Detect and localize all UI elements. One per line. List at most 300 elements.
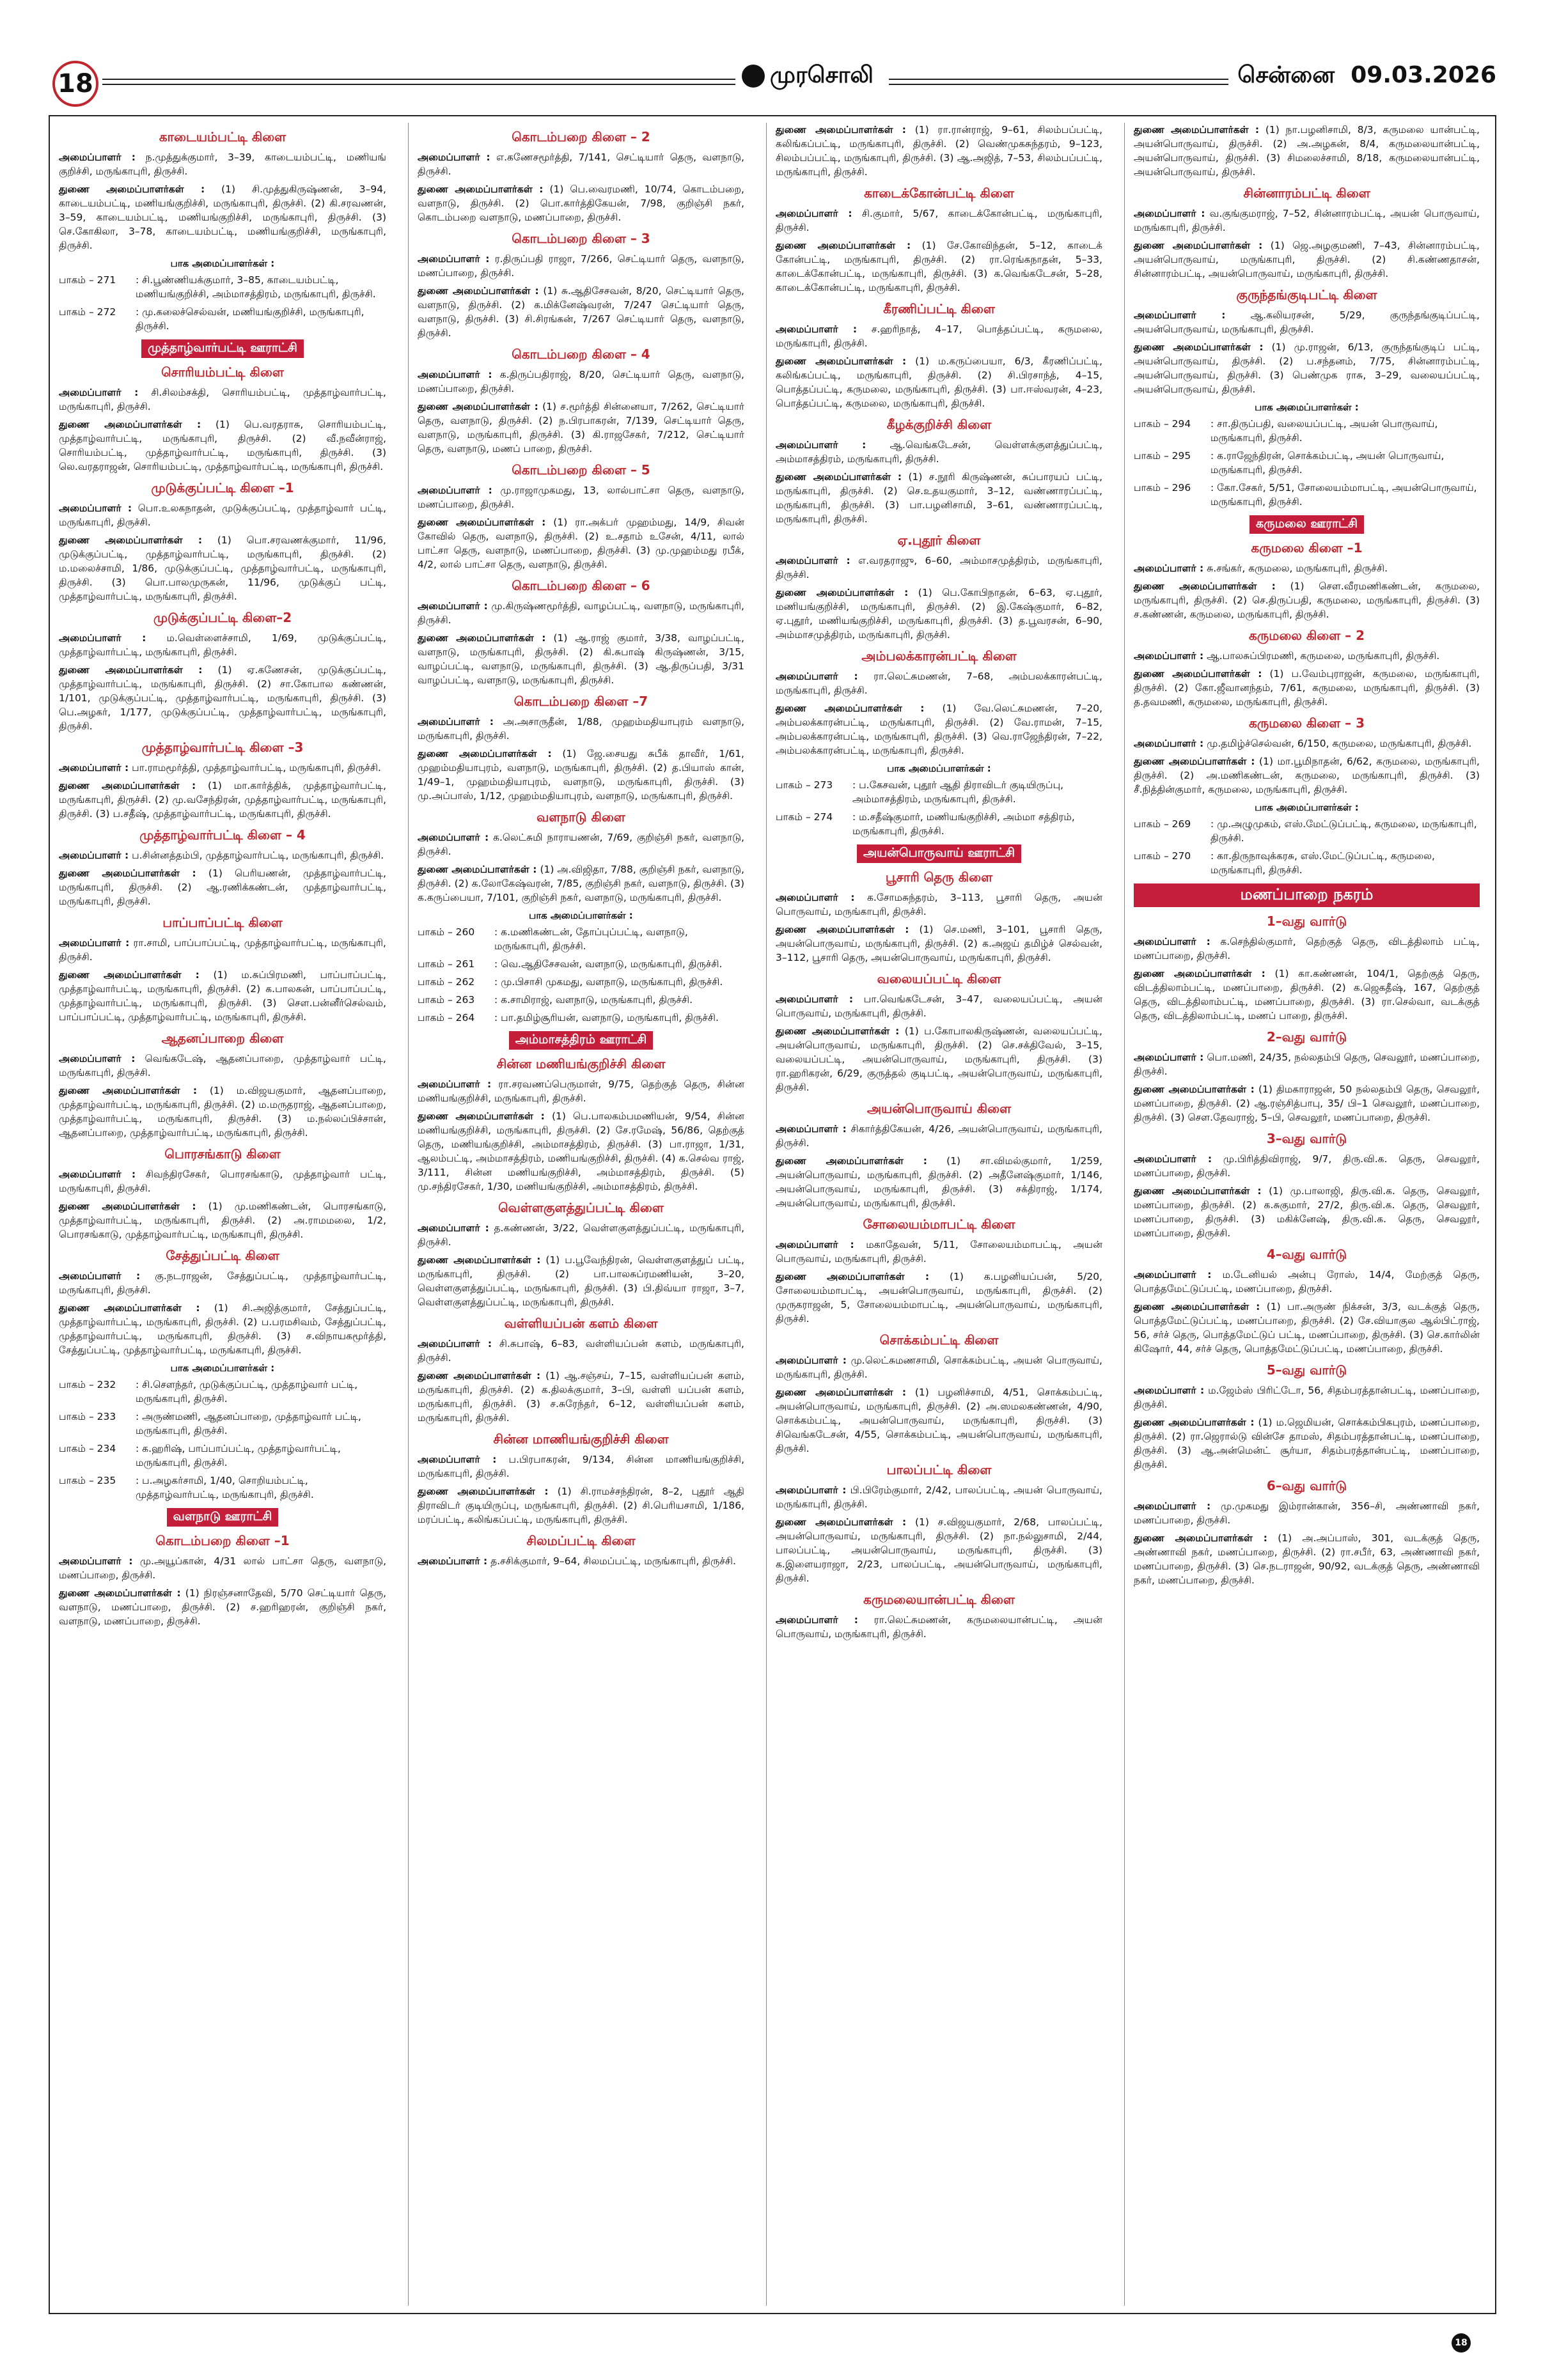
header-rule-left: [102, 79, 735, 85]
section-heading: வள்ளியப்பன் களம் கிளை: [504, 1316, 658, 1331]
booth-text: : அருண்மணி, ஆதனப்பாறை, முத்தாழ்வார் பட்டி, மருங்காபுரி, திருச்சி.: [136, 1411, 361, 1436]
entry-role-label: துணை அமைப்பாளர்கள் :: [776, 1025, 900, 1037]
section-heading: சின்ன மாணியங்குறிச்சி கிளை: [493, 1431, 669, 1447]
entry-paragraph: [1134, 1082, 1480, 1124]
entry-text: (1) சு.ஆதிசேசவன், 8/20, செட்டியார் தெரு, வளநாடு, திருச்சி. (2) க.மிக்னேஷ்வரன், 7/247 செட்டியார் தெரு, வளநாடு, திருச்சி. (3) சி.சிரங்கன், 7/267 செட்டியார் தெரு, வளநாடு, திருச்சி.: [418, 285, 744, 339]
entry-paragraph: [59, 150, 386, 178]
entry-role-label: அமைப்பாளர் :: [418, 253, 490, 265]
entry-text: ப.சின்னத்தம்பி, முத்தாழ்வார்பட்டி, மருங்காபுரி, திருச்சி.: [132, 850, 384, 861]
entry-paragraph: [418, 150, 744, 178]
section-heading: முத்தாழ்வார்பட்டி கிளை – 4: [139, 827, 306, 843]
entry-text: ச.ஹரிநாத், 4–17, பொத்தப்பட்டி, கருமலை, மருங்காபுரி, திருச்சி.: [776, 323, 1102, 349]
entry-text: (1) சி.முத்துகிருஷ்ணன், 3–94, காடையம்பட்டி, மணியங்குறிச்சி, மருங்காபுரி, திருச்சி. (2) கி.சரவணன், 3–59, காடையம்பட்டி, மணியங்குறிச்சி, மருங்காபுரி, திருச்சி. (3) செ.கோகிலா, 3–78, காடையம்பட்டி, மணியங்குறிச்சி, மருங்காபுரி, திருச்சி.: [59, 183, 386, 251]
entry-paragraph: [418, 631, 744, 687]
entry-role-label: துணை அமைப்பாளர்கள் :: [776, 1387, 907, 1398]
entry-text: த.சசிக்குமார், 9–64, சிலமப்பட்டி, மருங்காபுரி, திருச்சி.: [490, 1555, 736, 1567]
entry-role-label: அமைப்பாளர் :: [1134, 936, 1210, 947]
entry-text: எ.வரதராஜு, 6–60, அம்மாசமுத்திரம், மருங்காபுரி, திருச்சி.: [776, 555, 1102, 580]
booth-text: : சா.திருப்பதி, வலையப்பட்டி, அயன் பொருவாய், மருங்காபுரி, திருச்சி.: [1210, 418, 1438, 444]
entry-text: க.சோமசுந்தரம், 3–113, பூசாரி தெரு, அயன் பொருவாய், மருங்காபுரி, திருச்சி.: [776, 892, 1102, 917]
entry-role-label: அமைப்பாளர் :: [1134, 738, 1204, 749]
entry-paragraph: [776, 1122, 1102, 1150]
section-heading: சொரியம்பட்டி கிளை: [161, 364, 284, 380]
section-heading: வளநாடு கிளை: [537, 809, 625, 825]
footer-page: 18: [1455, 2338, 1468, 2348]
section-heading: கருமலை கிளை – 3: [1248, 715, 1365, 731]
entry-text: (1) அ.அப்பாஸ், 301, வடக்குத் தெரு, அண்ணாவி நகர், மணப்பாறை, திருச்சி. (2) ரா.சபீர், 63, அண்ணாவி நகர், மணப்பாறை, திருச்சி. (3) செ.நடராஜன், 90/92, வடக்குத் தெரு, அண்ணாவி நகர், மணப்பாறை, திருச்சி.: [1134, 1532, 1480, 1586]
entry-text: த.கண்ணன், 3/22, வெள்ளகுளத்துப்பட்டி, மருங்காபுரி, திருச்சி.: [418, 1222, 744, 1248]
entry-text: (1) பெ.பாலகம்பமணியன், 9/54, சின்ன மணியங்குறிச்சி, மருங்காபுரி, திருச்சி. (2) சே.ரமேஷ், 56/86, தெற்குத் தெரு, மணியங்குறிச்சி, அம்மாசத்திரம், திருச்சி. (3) பா.ராஜா, 1/31, ஆலம்பட்டி, அம்மாசத்திரம், மணியங்குறிச்சி, திருச்சி. (4) க.செல்வ ராஜ், 3/111, சின்ன மணியங்குறிச்சி, அம்மாசத்திரம், திருச்சி. (5) மு.சந்திரசேகர், 1/30, மணியங்குறிச்சி, அம்மாசத்திரம், திருச்சி.: [418, 1110, 745, 1192]
entry-role-label: துணை அமைப்பாளர்கள் :: [418, 285, 539, 297]
booth-entry: [776, 810, 1102, 838]
entry-text: (1) மு.ராஜன், 6/13, குருந்தங்குடிப் பட்டி, அயன்பொருவாய், திருச்சி. (2) ப.சந்தனம், 7/75, சின்னாரம்பட்டி, அயன்பொருவாய், திருச்சி. (3) பெண்முக ராசு, 3–29, வலையப்பட்டி, அயன்பொருவாய், திருச்சி.: [1134, 341, 1480, 395]
entry-paragraph: [418, 1337, 744, 1365]
section-heading: 4–வது வார்டு: [1266, 1247, 1347, 1262]
entry-paragraph: [418, 182, 744, 224]
entry-role-label: அமைப்பாளர் :: [776, 671, 858, 682]
entry-role-label: துணை அமைப்பாளர்கள் :: [418, 1110, 545, 1122]
booth-entry: [418, 1011, 744, 1025]
entry-paragraph: [418, 1221, 744, 1249]
entry-role-label: துணை அமைப்பாளர்கள் :: [418, 401, 538, 412]
entry-paragraph: [776, 1613, 1102, 1641]
entry-paragraph: [776, 1353, 1102, 1381]
entry-role-label: அமைப்பாளர் :: [776, 555, 850, 566]
entry-text: சிவந்திரசேகர், பொரசங்காடு, முத்தாழ்வார் பட்டி, மருங்காபுரி, திருச்சி.: [59, 1169, 386, 1194]
booth-text: : க.மணிகண்டன், தோப்புப்பட்டி, வளநாடு, மருங்காபுரி, திருச்சி.: [494, 926, 688, 952]
panchayat-banner: [1134, 515, 1480, 534]
entry-text: ம.டேனியல் அன்பு ரோஸ், 14/4, மேற்குத் தெரு, பொத்தமேட்டுப்பட்டி, மணப்பாறை, திருச்சி.: [1134, 1269, 1480, 1295]
entry-role-label: துணை அமைப்பாளர்கள் :: [418, 517, 546, 528]
entry-paragraph: [1134, 967, 1480, 1023]
entry-text: (1) பெ.வைரமணி, 10/74, கொடம்பறை, வளநாடு, திருச்சி. (2) பொ.கார்த்திகேயன், 7/98, குறிஞ்சி நகர், கொடம்பறை வளநாடு, மணப்பாறை, திருச்சி.: [418, 183, 744, 223]
entry-paragraph: [1134, 1050, 1480, 1078]
entry-text: பொ.உலகநாதன், முடுக்குப்பட்டி, முத்தாழ்வார் பட்டி, மருங்காபுரி, திருச்சி.: [59, 502, 387, 528]
entry-text: பா.ராமமூர்த்தி, முத்தாழ்வார்பட்டி, மருங்காபுரி, திருச்சி.: [132, 762, 381, 774]
sun-logo-icon: [742, 65, 765, 88]
entry-role-label: அமைப்பாளர் :: [1134, 563, 1204, 574]
booth-entry: [1134, 817, 1480, 845]
entry-text: (1) பெ.வரதராசு, சொரியம்பட்டி, முத்தாழ்வார்பட்டி, மருங்காபுரி, திருச்சி. (2) வீ.நவீன்ராஜ், சொரியம்பட்டி, முத்தாழ்வார்பட்டி, மருங்காபுரி, திருச்சி. (3) லெ.வரதராஜன், சொரியம்பட்டி, முத்தாழ்வார்பட்டி, மருங்காபுரி, திருச்சி.: [59, 419, 386, 472]
booth-number: பாகம் – 272: [59, 306, 116, 318]
panchayat-banner: [59, 339, 386, 358]
entry-text: (1) ஏ.கணேசன், முடுக்குப்பட்டி, முத்தாழ்வார்பட்டி, மருங்காபுரி, திருச்சி. (2) சா.கோபால கண்ணன், 1/101, முடுக்குப்பட்டி, முத்தாழ்வார்பட்டி, மருங்காபுரி, திருச்சி. (3) பெ.அழகர், 1/177, முடுக்குப்பட்டி, முத்தாழ்வார்பட்டி, மருங்காபுரி, திருச்சி.: [59, 664, 386, 732]
entry-role-label: துணை அமைப்பாளர்கள் :: [1134, 580, 1276, 592]
booth-number: பாகம் – 232: [59, 1379, 116, 1390]
page-number-badge: [52, 61, 98, 107]
column-3: [766, 123, 1111, 2306]
entry-role-label: துணை அமைப்பாளர்கள் :: [776, 703, 925, 714]
section-heading: கொடம்பறை கிளை – 6: [512, 578, 650, 593]
section-heading: சிலமப்பட்டி கிளை: [526, 1533, 636, 1548]
entry-text: (1) பா.அருண் நிக்சன், 3/3, வடக்குத் தெரு, பொத்தமேட்டுப்பட்டி, மணப்பாறை, திருச்சி. (2) சே.வியாகுல ஆல்பிட்ராஜ், 56, சர்ச் தெரு, பொத்தமேட்டுப் பட்டி, மணப்பாறை, திருச்சி. (3) செ.கார்லின் கிஷோர், 44, சர்ச் தெரு, பொத்தமேட்டுப்பட்டி, மணப்பாறை, திருச்சி.: [1134, 1301, 1480, 1355]
booth-text: : பா.தமிழ்சூரியன், வளநாடு, மருங்காபுரி, திருச்சி.: [494, 1012, 719, 1023]
booth-entry: [1134, 417, 1480, 445]
entry-text: ம.வெள்ளைச்சாமி, 1/69, முடுக்குப்பட்டி, முத்தாழ்வார்பட்டி, மருங்காபுரி, திருச்சி.: [59, 632, 386, 658]
entry-paragraph: [1134, 1383, 1480, 1412]
page-body: [49, 115, 1496, 2314]
entry-role-label: துணை அமைப்பாளர்கள் :: [1134, 756, 1255, 767]
entry-paragraph: [418, 400, 744, 456]
entry-text: மு.தமிழ்ச்செல்வன், 6/150, கருமலை, மருங்காபுரி, திருச்சி.: [1207, 738, 1472, 749]
section-heading: கருமலை கிளை –1: [1251, 540, 1363, 556]
entry-role-label: துணை அமைப்பாளர்கள் :: [59, 780, 196, 791]
entry-text: (1) வே.லெட்சுமணன், 7–20, அம்பலக்காரன்பட்டி, மருங்காபுரி, திருச்சி. (2) வே.ராமன், 7–15, அம்பலக்காரன்பட்டி, மருங்காபுரி, திருச்சி. (3) வெ.ராஜேந்திரன், 7–22, அம்பலக்காரன்பட்டி, மருங்காபுரி, திருச்சி.: [776, 703, 1102, 756]
panchayat-banner: [418, 1031, 744, 1050]
entry-text: (1) மா.பூமிநாதன், 6/62, கருமலை, மருங்காபுரி, திருச்சி. (2) அ.மணிகண்டன், கருமலை, மருங்காபுரி, திருச்சி. (3) சீ.நித்தின்குமார், கருமலை, மருங்காபுரி, திருச்சி.: [1134, 756, 1480, 795]
entry-role-label: அமைப்பாளர் :: [418, 485, 492, 496]
panchayat-banner-label: அம்மாசத்திரம் ஊராட்சி: [509, 1031, 653, 1050]
entry-text: மு.முகமது இம்ரான்கான், 356–சி, அண்ணாவி நகர், மணப்பாறை, திருச்சி.: [1134, 1500, 1480, 1526]
entry-text: (1) சே.கோவிந்தன், 5–12, காடைக் கோன்பட்டி, மருங்காபுரி, திருச்சி. (2) ரா.ரெங்கநாதன், 5–33, காடைக்கோன்பட்டி, மருங்காபுரி, திருச்சி. (3) க.வெங்கடேசன், 5–28, காடைக்கோன்பட்டி, மருங்காபுரி, திருச்சி.: [776, 240, 1102, 293]
section-heading: 1–வது வார்டு: [1266, 914, 1347, 929]
booth-entry: [59, 1378, 386, 1406]
paper-name: முரசொலி: [770, 62, 873, 88]
entry-role-label: அமைப்பாளர் :: [418, 1338, 492, 1349]
booth-text: : மு.அழுமுகம், எஸ்.மேட்டுப்பட்டி, கருமலை, மருங்காபுரி, திருச்சி.: [1210, 818, 1477, 844]
booth-entry: [1134, 849, 1480, 877]
entry-text: (1) நா.பழனிசாமி, 8/3, கருமலை யான்பட்டி, அயன்பொருவாய், திருச்சி. (2) அ.அழகன், 8/4, கருமலையான்பட்டி, அயன்பொருவாய், திருச்சி. (3) சிமலைச்சாமி, 8/18, கருமலையான்பட்டி, அயன்பொருவாய், திருச்சி.: [1134, 124, 1480, 178]
booth-entry: [418, 925, 744, 953]
section-heading: பொரசங்காடு கிளை: [164, 1146, 281, 1162]
entry-role-label: அமைப்பாளர் :: [1134, 650, 1204, 662]
entry-role-label: துணை அமைப்பாளர்கள் :: [418, 748, 552, 759]
entry-role-label: அமைப்பாளர் :: [1134, 1269, 1212, 1280]
booth-entry: [59, 273, 386, 301]
entry-paragraph: [1134, 649, 1480, 663]
entry-paragraph: [776, 206, 1102, 235]
booth-text: : ப.கேசவன், புதூர் ஆதி திராவிடர் குடியிருப்பு, அம்மாசத்திரம், மருங்காபுரி, திருச்சி.: [852, 779, 1064, 805]
entry-role-label: துணை அமைப்பாளர்கள் :: [776, 1271, 930, 1282]
entry-paragraph: [418, 599, 744, 627]
entry-text: (1) அ.விஜிதா, 7/88, குறிஞ்சி நகர், வளநாடு, திருச்சி. (2) க.லோகேஷ்வரன், 7/85, குறிஞ்சி நகர், வளநாடு, திருச்சி. (3) க.கருப்பையா, 7/101, குறிஞ்சி நகர், வளநாடு, மருங்காபுரி, திருச்சி.: [418, 864, 745, 903]
entry-paragraph: [776, 1270, 1102, 1326]
entry-role-label: அமைப்பாளர் :: [418, 1454, 497, 1465]
section-heading: கொடம்பறை கிளை – 4: [512, 346, 650, 362]
entry-text: (1) ப.வேம்புராஜன், கருமலை, மருங்காபுரி, திருச்சி. (2) கோ.ஜீவானந்தம், 7/61, கருமலை, மருங்காபுரி, திருச்சி. (3) த.தவமணி, கருமலை, மருங்காபுரி, திருச்சி.: [1134, 668, 1480, 708]
entry-role-label: அமைப்பாளர் :: [418, 152, 490, 163]
entry-paragraph: [776, 554, 1102, 582]
booth-number: பாகம் – 261: [418, 958, 475, 970]
booth-text: : க.ராஜேந்திரன், சொக்கம்பட்டி, அயன் பொருவாய், மருங்காபுரி, திருச்சி.: [1210, 450, 1445, 476]
entry-text: மு.லெட்சுமணசாமி, சொக்கம்பட்டி, அயன் பொருவாய், மருங்காபுரி, திருச்சி.: [776, 1355, 1102, 1380]
entry-role-label: துணை அமைப்பாளர்கள் :: [1134, 668, 1262, 680]
entry-paragraph: [776, 669, 1102, 697]
section-heading: பூசாரி தெரு கிளை: [885, 869, 993, 885]
entry-text: (1) பழனிச்சாமி, 4/51, சொக்கம்பட்டி, அயன்பொருவாய், மருங்காபுரி, திருச்சி. (2) அ.ஸமலகண்ணன், 4/90, சொக்கம்பட்டி, அயன்பொருவாய், மருங்காபுரி, திருச்சி. (3) சிவெங்கடேசன், 4/55, சொக்கம்பட்டி, அயன்பொருவாய், மருங்காபுரி, திருச்சி.: [776, 1387, 1102, 1454]
entry-text: (1) நிரஞ்சனாதேவி, 5/70 செட்டியார் தெரு, வளநாடு, மணப்பாறை, திருச்சி. (2) ச.ஹரிஹரன், குறிஞ்சி நகர், வளநாடு, மணப்பாறை, திருச்சி.: [59, 1587, 386, 1627]
page-number: 18: [58, 69, 93, 98]
entry-text: பி.பிரேம்குமார், 2/42, பாலப்பட்டி, அயன் பொருவாய், மருங்காபுரி, திருச்சி.: [776, 1484, 1102, 1510]
entry-paragraph: [59, 631, 386, 659]
entry-paragraph: [776, 1515, 1102, 1585]
entry-role-label: அமைப்பாளர் :: [776, 1239, 854, 1250]
entry-role-label: அமைப்பாளர் :: [418, 600, 488, 612]
subheading: பாக அமைப்பாளர்கள் :: [170, 1362, 275, 1374]
entry-text: (1) திமகாராஜன், 50 நல்லதம்பி தெரு, செவலூர், மணப்பாறை, திருச்சி. (2) ஆ.ரஞ்சித்பாபு, 35/ பி–1 செவலூர், மணப்பாறை, திருச்சி. (3) சௌ.தேவராஜ், 5–பி, செவலூர், மணப்பாறை, திருச்சி.: [1134, 1084, 1480, 1123]
entry-role-label: அமைப்பாளர் :: [776, 1123, 847, 1135]
subheading: பாக அமைப்பாளர்கள் :: [1255, 401, 1359, 413]
entry-paragraph: [776, 1024, 1102, 1094]
entry-role-label: அமைப்பாளர் :: [776, 1484, 847, 1496]
booth-number: பாகம் – 233: [59, 1411, 116, 1422]
entry-text: மு.அயூப்கான், 4/31 லால் பாட்சா தெரு, வளநாடு, மணப்பாறை, திருச்சி.: [59, 1555, 387, 1581]
entry-paragraph: [59, 417, 386, 474]
entry-text: (1) சி.ராமச்சந்திரன், 8–2, புதூர் ஆதி திராவிடர் குடியிருப்பு, மருங்காபுரி, திருச்சி. (2) சி.பெரியசாமி, 1/186, மரப்பட்டி, கலிங்கப்பட்டி, மருங்காபுரி, திருச்சி.: [418, 1486, 745, 1525]
section-heading: அயன்பொருவாய் கிளை: [866, 1101, 1012, 1116]
booth-entry: [776, 778, 1102, 806]
entry-text: ஆ.கலியரசன், 5/29, குருந்தங்குடிப்பட்டி, அயன்பொருவாய், மருங்காபுரி, திருச்சி.: [1134, 309, 1480, 335]
entry-paragraph: [776, 701, 1102, 758]
masthead: [735, 62, 880, 91]
issue-date: 09.03.2026: [1351, 62, 1496, 88]
entry-text: ரா.லெட்சுமணன், கருமலையான்பட்டி, அயன் பொருவாய், மருங்காபுரி, திருச்சி.: [776, 1614, 1102, 1640]
entry-text: ர.திருப்பதி ராஜா, 7/266, செட்டியார் தெரு, வளநாடு, மணப்பாறை, திருச்சி.: [418, 253, 744, 279]
entry-paragraph: [418, 747, 744, 803]
booth-text: : மு.பிசாசி முகமது, வளநாடு, மருங்காபுரி, திருச்சி.: [494, 976, 723, 988]
entry-role-label: துணை அமைப்பாளர்கள் :: [776, 1155, 927, 1167]
entry-text: ரா.லெட்சுமணன், 7–68, அம்பலக்காரன்பட்டி, மருங்காபுரி, திருச்சி.: [776, 671, 1102, 696]
entry-paragraph: [1134, 206, 1480, 235]
entry-text: (1) சௌ.வீரமணிகண்டன், கருமலை, மருங்காபுரி, திருச்சி. (2) செ.திருப்பதி, கருமலை, மருங்காபுரி, திருச்சி. (3) ச.கண்ணன், கருமலை, மருங்காபுரி, திருச்சி.: [1134, 580, 1480, 620]
entry-paragraph: [59, 1269, 386, 1297]
subheading: பாக அமைப்பாளர்கள் :: [887, 763, 991, 774]
booth-text: : கா.திருநாவுக்கரசு, எஸ்.மேட்டுப்பட்டி, கருமலை, மருங்காபுரி, திருச்சி.: [1210, 850, 1435, 876]
section-heading: 5–வது வார்டு: [1266, 1362, 1347, 1378]
entry-role-label: துணை அமைப்பாளர்கள் :: [59, 1085, 198, 1096]
entry-text: மகாதேவன், 5/11, சோலையம்மாபட்டி, அயன் பொருவாய், மருங்காபுரி, திருச்சி.: [776, 1239, 1102, 1264]
booth-entry: [1134, 449, 1480, 477]
booth-text: : ப.அழகர்சாமி, 1/40, சொறியம்பட்டி, முத்தாழ்வார்பட்டி, மருங்காபுரி, திருச்சி.: [136, 1475, 314, 1500]
entry-role-label: துணை அமைப்பாளர்கள் :: [418, 183, 544, 195]
entry-role-label: அமைப்பாளர் :: [418, 716, 494, 727]
section-heading: கீழக்குறிச்சி கிளை: [886, 417, 992, 432]
entry-paragraph: [59, 968, 386, 1024]
section-heading: கருமலை கிளை – 2: [1248, 628, 1365, 643]
booth-number: பாகம் – 234: [59, 1443, 116, 1454]
entry-role-label: அமைப்பாளர் :: [1134, 1385, 1205, 1396]
entry-text: ரா.சாமி, பாப்பாப்பட்டி, முத்தாழ்வார்பட்டி, மருங்காபுரி, திருச்சி.: [59, 937, 386, 963]
booth-entry: [59, 305, 386, 333]
entry-text: ஆ.வெங்கடேசன், வெள்ளக்குளத்துப்பட்டி, அம்மாசத்திரம், மருங்காபுரி, திருச்சி.: [776, 439, 1102, 465]
entry-role-label: துணை அமைப்பாளர்கள் :: [59, 419, 201, 430]
entry-role-label: துணை அமைப்பாளர்கள் :: [59, 1587, 181, 1599]
entry-role-label: அமைப்பாளர் :: [418, 1222, 489, 1234]
section-heading: கொடம்பறை கிளை – 5: [512, 462, 650, 478]
entry-text: கு.நடராஜன், சேத்துப்பட்டி, முத்தாழ்வார்பட்டி, மருங்காபுரி, திருச்சி.: [59, 1270, 387, 1296]
entry-text: (1) சா.விமல்குமார், 1/259, அயன்பொருவாய், மருங்காபுரி, திருச்சி. (2) அதீனேஷ்குமார், 1/146, அயன்பொருவாய், மருங்காபுரி, திருச்சி. (3) சக்திராஜ், 1/174, அயன்பொருவாய், மருங்காபுரி, திருச்சி.: [776, 1155, 1102, 1209]
booth-number: பாகம் – 269: [1134, 818, 1191, 830]
entry-paragraph: [1134, 308, 1480, 336]
entry-role-label: அமைப்பாளர் :: [418, 1555, 488, 1567]
booth-text: : மு.கலைச்செல்வன், மணியங்குறிச்சி, மருங்காபுரி, திருச்சி.: [136, 306, 364, 332]
entry-role-label: அமைப்பாளர் :: [59, 850, 129, 861]
subheading: பாக அமைப்பாளர்கள் :: [529, 910, 633, 921]
entry-text: சி.சிலம்சக்தி, சொரியம்பட்டி, முத்தாழ்வார்பட்டி, மருங்காபுரி, திருச்சி.: [59, 387, 386, 412]
entry-role-label: துணை அமைப்பாளர்கள் :: [418, 1254, 541, 1266]
entry-role-label: துணை அமைப்பாளர்கள் :: [776, 924, 909, 935]
entry-paragraph: [59, 385, 386, 414]
panchayat-banner-label: அயன்பொருவாய் ஊராட்சி: [857, 844, 1021, 863]
section-heading: ஆதனப்பாறை கிளை: [161, 1031, 284, 1046]
footer-page-number: [1452, 2333, 1471, 2353]
entry-text: க.திருப்பதிராஜ், 8/20, செட்டியார் தெரு, வளநாடு, மணப்பாறை, திருச்சி.: [418, 369, 744, 394]
entry-role-label: துணை அமைப்பாளர்கள் :: [1134, 1301, 1260, 1312]
entry-role-label: அமைப்பாளர் :: [776, 323, 858, 335]
entry-paragraph: [1134, 1499, 1480, 1527]
entry-text: (1) ப.பூவேந்திரன், வெள்ளகுளத்துப் பட்டி, மருங்காபுரி, திருச்சி. (2) பா.பாலசுப்ரமணியன், 3–20, வெள்ளகுளத்துப்பட்டி, மருங்காபுரி, திருச்சி. (3) பி.திவ்யா ராஜா, 3–7, வெள்ளகுளத்துப்பட்டி, மருங்காபுரி, திருச்சி.: [418, 1254, 744, 1308]
entry-paragraph: [1134, 123, 1480, 179]
entry-text: எ.கணேசமூர்த்தி, 7/141, செட்டியார் தெரு, வளநாடு, திருச்சி.: [418, 152, 745, 177]
booth-number: பாகம் – 264: [418, 1012, 475, 1023]
city-name: சென்னை: [1237, 62, 1335, 88]
town-banner: மணப்பாறை நகரம்: [1134, 883, 1480, 907]
section-heading: காடைக்கோன்பட்டி கிளை: [864, 185, 1014, 201]
entry-text: ரா.சரவணப்பெருமாள், 9/75, தெற்குத் தெரு, சின்ன மணியங்குறிச்சி, மருங்காபுரி, திருச்சி.: [418, 1078, 744, 1104]
entry-text: சி.சுபாஷ், 6–83, வள்ளியப்பன் களம், மருங்காபுரி, திருச்சி.: [418, 1338, 744, 1364]
entry-text: (1) ஆ.ராஜ் குமார், 3/38, வாழப்பட்டி, வளநாடு, மருங்காபுரி, திருச்சி. (2) கி.சுபாஷ் கிருஷ்ணன், 3/15, வாழப்பட்டி, வளநாடு, மருங்காபுரி, திருச்சி. (3) ஆ.திருப்பதி, 3/31 வாழப்பட்டி, வளநாடு, மருங்காபுரி, திருச்சி.: [418, 632, 745, 686]
entry-role-label: அமைப்பாளர் :: [59, 502, 132, 514]
entry-text: ஆ.பாலசுப்பிரமணி, கருமலை, மருங்காபுரி, திருச்சி.: [1207, 650, 1440, 662]
booth-entry: [418, 975, 744, 989]
booth-entry: [418, 957, 744, 971]
entry-text: பொ.மணி, 24/35, நல்லதம்பி தெரு, செவலூர், மணப்பாறை, திருச்சி.: [1134, 1052, 1480, 1077]
booth-number: பாகம் – 273: [776, 779, 833, 791]
entry-text: ந.முத்துக்குமார், 3–39, காடையம்பட்டி, மணியங் குறிச்சி, மருங்காபுரி, திருச்சி.: [59, 152, 386, 177]
entry-role-label: துணை அமைப்பாளர்கள் :: [59, 867, 196, 879]
entry-text: மு.பிரித்திவிராஜ், 9/7, திரு.வி.க. தெரு, செவலூர், மணப்பாறை, திருச்சி.: [1134, 1153, 1480, 1179]
section-heading: கீரணிப்பட்டி கிளை: [883, 301, 995, 316]
booth-text: : க.சாமிராஜ், வளநாடு, மருங்காபுரி, திருச்சி.: [494, 994, 693, 1006]
entry-role-label: அமைப்பாளர் :: [1134, 208, 1205, 219]
entry-role-label: துணை அமைப்பாளர்கள் :: [776, 587, 909, 598]
entry-text: க.செந்தில்குமார், தெற்குத் தெரு, விடத்திலாம் பட்டி, மணப்பாறை, திருச்சி.: [1134, 936, 1480, 961]
panchayat-banner: [59, 1508, 386, 1527]
entry-paragraph: [1134, 1152, 1480, 1180]
entry-paragraph: [418, 252, 744, 280]
booth-text: : ம.சதீஷ்குமார், மணியங்குறிச்சி, அம்மா சத்திரம், மருங்காபுரி, திருச்சி.: [852, 811, 1075, 837]
entry-text: (1) ம.கருப்பையா, 6/3, கீரணிப்பட்டி, கலிங்கப்பட்டி, மருங்காபுரி, திருச்சி. (2) சி.பிரசாந்த், 4–15, பொத்தப்பட்டி, கருமலை, மருங்காபுரி, திருச்சி. (3) பா.ஈஸ்வரன், 4–23, பொத்தப்பட்டி, கருமலை, மருங்காபுரி, திருச்சி.: [776, 355, 1103, 409]
entry-paragraph: [1134, 736, 1480, 751]
entry-text: ம.ஜேம்ஸ் பிரிட்டோ, 56, சிதம்பரத்தான்பட்டி, மணப்பாறை, திருச்சி.: [1134, 1385, 1480, 1410]
entry-paragraph: [59, 501, 386, 529]
dateline: [1228, 62, 1496, 91]
entry-paragraph: [418, 1484, 744, 1527]
entry-paragraph: [59, 936, 386, 964]
entry-text: பா.வெங்கடேசன், 3–47, வலையப்பட்டி, அயன் பொருவாய், மருங்காபுரி, திருச்சி.: [776, 993, 1102, 1019]
section-heading: 6–வது வார்டு: [1266, 1478, 1347, 1493]
booth-entry: [1134, 481, 1480, 509]
column-2: [408, 123, 753, 2306]
entry-text: (1) கா.கண்ணன், 104/1, தெற்குத் தெரு, விடத்திலாம்பட்டி, மணப்பாறை, திருச்சி. (2) க.ஜெகதீஷ், 167, தெற்குத் தெரு, விடத்திலாம்பட்டி, மணப்பாறை, திருச்சி. (3) ரா.செல்வா, வடக்குத் தெரு, விடத்திலாம்பட்டி, மணப் பாறை, திருச்சி.: [1134, 968, 1480, 1022]
section-heading: சேத்துப்பட்டி கிளை: [166, 1248, 279, 1263]
entry-paragraph: [59, 1199, 386, 1241]
entry-text: (1) ச.மூர்த்தி சின்னையா, 7/262, செட்டியார் தெரு, வளநாடு, திருச்சி. (2) ந.பிரபாகரன், 7/139, செட்டியார் தெரு, வளநாடு, மருங்காபுரி, திருச்சி. (3) கி.ராஜசேகர், 7/212, செட்டியார் தெரு, வளநாடு, மணப் பாறை, திருச்சி.: [418, 401, 744, 455]
entry-paragraph: [776, 470, 1102, 526]
booth-number: பாகம் – 260: [418, 926, 475, 938]
entry-role-label: துணை அமைப்பாளர்கள் :: [1134, 1185, 1262, 1197]
entry-paragraph: [1134, 935, 1480, 963]
section-heading: குருந்தங்குடிபட்டி கிளை: [1236, 287, 1377, 302]
entry-role-label: அமைப்பாளர் :: [1134, 1153, 1212, 1165]
subheading: பாக அமைப்பாளர்கள் :: [1255, 802, 1359, 813]
entry-role-label: அமைப்பாளர் :: [59, 937, 130, 949]
section-heading: அம்பலக்காரன்பட்டி கிளை: [861, 648, 1017, 664]
entry-text: (1) பொ.சரவணக்குமார், 11/96, முடுக்குப்பட்டி, முத்தாழ்வார்பட்டி, மருங்காபுரி, திருச்சி. (2) ம.மலைச்சாமி, 1/86, முடுக்குப்பட்டி, முத்தாழ்வார்பட்டி, மருங்காபுரி, திருச்சி. (3) பொ.பாலமுருகன், 11/96, முடுக்குப் பட்டி, முத்தாழ்வார்பட்டி, மருங்காபுரி, திருச்சி.: [59, 534, 386, 602]
booth-entry: [59, 1410, 386, 1438]
entry-role-label: துணை அமைப்பாளர்கள் :: [59, 534, 203, 546]
entry-role-label: அமைப்பாளர் :: [776, 208, 852, 219]
entry-role-label: துணை அமைப்பாளர்கள் :: [418, 864, 537, 875]
entry-text: மு.ராஜாமுகமது, 13, லால்பாட்சா தெரு, வளநாடு, மணப்பாறை, திருச்சி.: [418, 485, 744, 510]
entry-paragraph: [59, 663, 386, 733]
booth-number: பாகம் – 270: [1134, 850, 1191, 862]
entry-paragraph: [418, 1253, 744, 1309]
entry-paragraph: [1134, 238, 1480, 281]
booth-text: : சி.பூண்ணியக்குமார், 3–85, காடையம்பட்டி, மணியங்குறிச்சி, அம்மாசத்திரம், மருங்காபுரி, திருச்சி.: [136, 274, 376, 300]
entry-role-label: அமைப்பாளர் :: [418, 369, 492, 380]
entry-role-label: அமைப்பாளர் :: [1134, 309, 1226, 321]
entry-paragraph: [1134, 1300, 1480, 1356]
section-heading: வலையப்பட்டி கிளை: [877, 971, 1001, 986]
entry-role-label: அமைப்பாளர் :: [776, 439, 866, 451]
entry-paragraph: [776, 1238, 1102, 1266]
entry-text: சி.குமார், 5/67, காடைக்கோன்பட்டி, மருங்காபுரி, திருச்சி.: [776, 208, 1102, 233]
entry-text: அ.அசாருதீன், 1/88, முஹம்மதியாபுரம் வளநாடு, மருங்காபுரி, திருச்சி.: [418, 716, 745, 742]
booth-entry: [59, 1442, 386, 1470]
entry-text: க.லெட்சுமி நாராயணன், 7/69, குறிஞ்சி நகர், வளநாடு, திருச்சி.: [418, 832, 744, 857]
entry-text: சிகார்த்திகேயன், 4/26, அயன்பொருவாய், மருங்காபுரி, திருச்சி.: [776, 1123, 1102, 1149]
entry-role-label: அமைப்பாளர் :: [59, 1169, 136, 1180]
booth-text: : வெ.ஆதிசேசவன், வளநாடு, மருங்காபுரி, திருச்சி.: [494, 958, 723, 970]
panchayat-banner-label: வளநாடு ஊராட்சி: [167, 1508, 279, 1527]
entry-role-label: அமைப்பாளர் :: [59, 1053, 136, 1064]
entry-paragraph: [1134, 1531, 1480, 1587]
entry-text: (1) மா.கார்த்திக், முத்தாழ்வார்பட்டி, மருங்காபுரி, திருச்சி. (2) மு.வசேந்திரன், முத்தாழ்வார்பட்டி, மருங்காபுரி, திருச்சி. (3) ப.சதீஷ், முத்தாழ்வார்பட்டி, மருங்காபுரி, திருச்சி.: [59, 780, 387, 820]
entry-paragraph: [418, 368, 744, 396]
entry-paragraph: [1134, 1184, 1480, 1240]
page-header: [45, 61, 1496, 99]
entry-text: (1) க.பழனியப்பன், 5/20, சோலையம்மாபட்டி, அயன்பொருவாய், மருங்காபுரி, திருச்சி. (2) முருகராஜன், 5, சோலையம்மாபட்டி, அயன்பொருவாய், மருங்காபுரி, திருச்சி.: [776, 1271, 1102, 1325]
entry-role-label: துணை அமைப்பாளர்கள் :: [1134, 1417, 1255, 1428]
entry-role-label: துணை அமைப்பாளர்கள் :: [418, 1370, 541, 1381]
entry-paragraph: [776, 238, 1102, 295]
section-heading: பாலப்பட்டி கிளை: [886, 1462, 992, 1477]
entry-paragraph: [59, 1084, 386, 1140]
section-heading: கொடம்பறை கிளை – 2: [512, 129, 650, 144]
booth-number: பாகம் – 294: [1134, 418, 1191, 430]
entry-role-label: அமைப்பாளர் :: [776, 892, 855, 903]
entry-paragraph: [418, 1554, 744, 1568]
booth-number: பாகம் – 263: [418, 994, 475, 1006]
entry-role-label: அமைப்பாளர் :: [59, 632, 146, 644]
entry-paragraph: [418, 830, 744, 859]
booth-number: பாகம் – 295: [1134, 450, 1191, 462]
entry-paragraph: [1134, 754, 1480, 797]
entry-text: (1) சி.அஜித்குமார், சேத்துப்பட்டி, முத்தாழ்வார்பட்டி, மருங்காபுரி, திருச்சி. (2) ப.பரமசிவம், சேத்துப்பட்டி, முத்தாழ்வார்பட்டி, மருங்காபுரி, திருச்சி. (3) ச.விநாயகமூர்த்தி, சேத்துப்பட்டி, முத்தாழ்வார்பட்டி, மருங்காபுரி, திருச்சி.: [59, 1302, 387, 1356]
booth-number: பாகம் – 271: [59, 274, 116, 286]
entry-role-label: துணை அமைப்பாளர்கள் :: [1134, 240, 1263, 251]
entry-text: (1) ம.ஜெமியன், சொக்கம்பிகபுரம், மணப்பாறை, திருச்சி. (2) ரா.ஜெரால்டு வின்சே தாமஸ், சிதம்பரத்தான்பட்டி, மணப்பாறை, திருச்சி. (3) ஆ.அன்மென்ட் சூர்யா, சிதம்பரத்தான்பட்டி, மணப்பாறை, திருச்சி.: [1134, 1417, 1480, 1470]
entry-text: (1) ச.நூரி கிருஷ்ணன், சுப்பாரயப் பட்டி, மருங்காபுரி, திருச்சி. (2) செ.உதயகுமார், 3–12, வண்ணாரப்பட்டி, மருங்காபுரி, திருச்சி. (3) பா.பழனிசாமி, 3–61, வண்ணாரப்பட்டி, மருங்காபுரி, திருச்சி.: [776, 471, 1102, 525]
entry-role-label: அமைப்பாளர் :: [59, 1555, 133, 1567]
entry-role-label: துணை அமைப்பாளர்கள் :: [1134, 1532, 1267, 1544]
booth-number: பாகம் – 235: [59, 1475, 116, 1486]
entry-text: (1) மு.பாலாஜி, திரு.வி.க. தெரு, செவலூர், மணப்பாறை, திருச்சி. (2) க.சுகுமார், 27/2, திரு.வி.க. தெரு, செவலூர், மணப்பாறை, திருச்சி. (3) மகிக்னேஷ், திரு.வி.க. தெரு, செவலூர், மணப்பாறை, திருச்சி.: [1134, 1185, 1480, 1239]
entry-text: (1) பெரியணன், முத்தாழ்வார்பட்டி, மருங்காபுரி, திருச்சி. (2) ஆ.ரணிக்கண்டன், முத்தாழ்வார்பட்டி, மருங்காபுரி, திருச்சி.: [59, 867, 386, 907]
entry-role-label: அமைப்பாளர் :: [1134, 1500, 1211, 1512]
entry-text: மு.கிருஷ்ணமூர்த்தி, வாழப்பட்டி, வளநாடு, மருங்காபுரி, திருச்சி.: [418, 600, 744, 626]
